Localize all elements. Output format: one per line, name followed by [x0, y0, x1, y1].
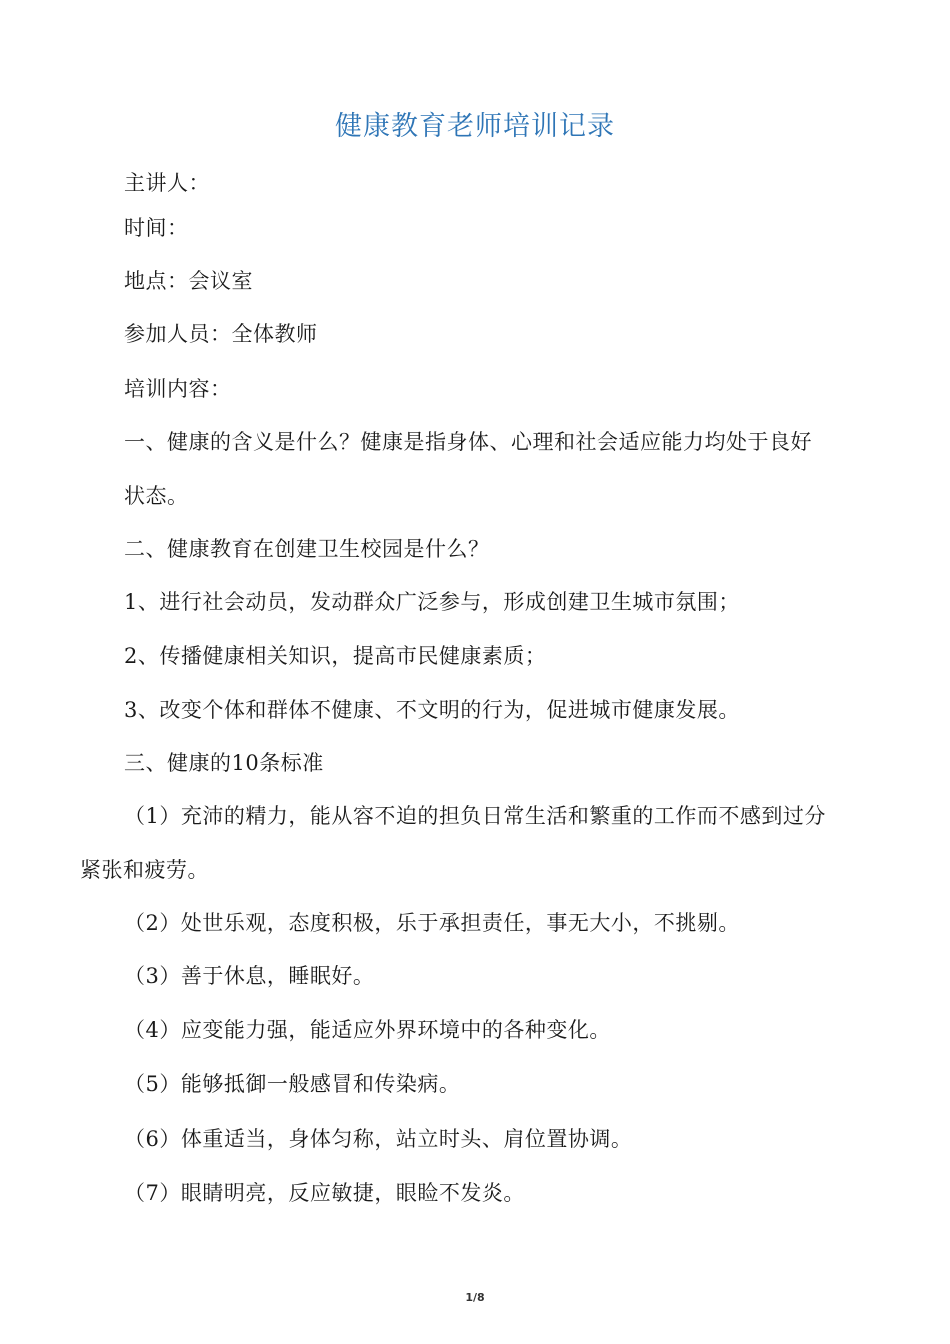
location-field: 地点：会议室 — [124, 269, 253, 293]
section2-heading: 二、健康教育在创建卫生校园是什么？ — [124, 537, 490, 561]
standard-item: （5）能够抵御一般感冒和传染病。 — [124, 1072, 461, 1096]
section3-heading: 三、健康的10条标准 — [124, 751, 324, 775]
standard-item: （4）应变能力强，能适应外界环境中的各种变化。 — [124, 1018, 611, 1042]
content-label: 培训内容： — [124, 377, 232, 401]
section1-line1: 一、健康的含义是什么？健康是指身体、心理和社会适应能力均处于良好 — [124, 430, 812, 454]
time-field: 时间： — [124, 216, 189, 240]
standard-item: （2）处世乐观，态度积极，乐于承担责任，事无大小，不挑剔。 — [124, 911, 740, 935]
section2-item: 1、进行社会动员，发动群众广泛参与，形成创建卫生城市氛围； — [124, 590, 740, 614]
standard-item: （3）善于休息，睡眠好。 — [124, 964, 375, 988]
document-title: 健康教育老师培训记录 — [335, 111, 615, 142]
section2-item: 3、改变个体和群体不健康、不文明的行为，促进城市健康发展。 — [124, 698, 740, 722]
page-number: 1/8 — [465, 1291, 485, 1304]
standard-item: （6）体重适当，身体匀称，站立时头、肩位置协调。 — [124, 1127, 633, 1151]
speaker-field: 主讲人： — [124, 171, 210, 195]
standard-item: （7）眼睛明亮，反应敏捷，眼睑不发炎。 — [124, 1181, 525, 1205]
standard-1-line1: （1）充沛的精力，能从容不迫的担负日常生活和繁重的工作而不感到过分 — [124, 804, 826, 828]
participants-field: 参加人员：全体教师 — [124, 322, 318, 346]
section1-line2: 状态。 — [124, 484, 189, 508]
standard-1-line2: 紧张和疲劳。 — [80, 858, 209, 882]
section2-item: 2、传播健康相关知识，提高市民健康素质； — [124, 644, 547, 668]
